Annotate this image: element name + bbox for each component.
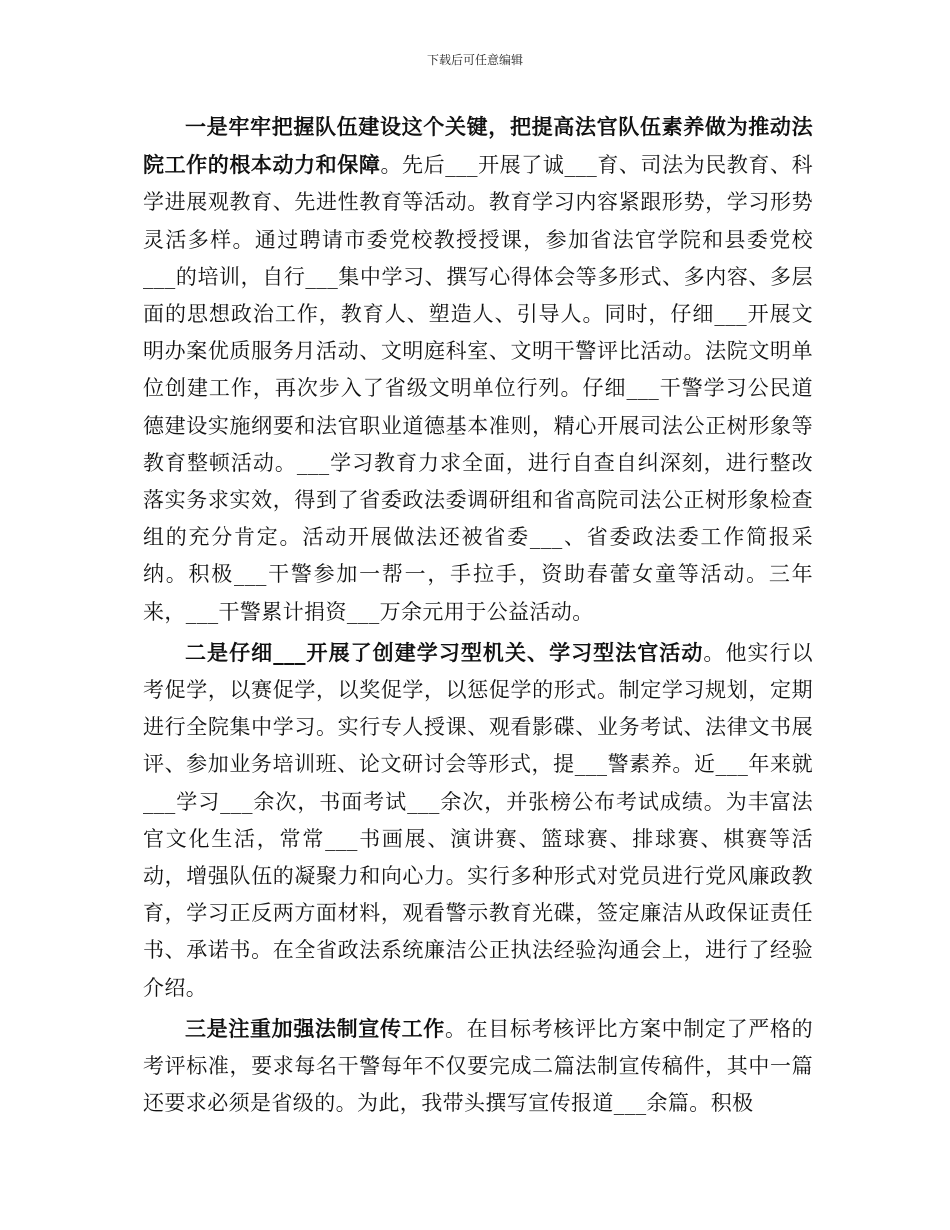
paragraph-lead: 二是仔细___开展了创建学习型机关、学习型法官活动 <box>185 639 704 665</box>
paragraph-team-building <box>143 108 813 631</box>
document-body <box>143 108 813 1122</box>
paragraph-text: 。在目标考核评比方案中制定了严格的考评标准，要求每名干警每年不仅要完成二篇法制宣传稿件，其中一篇还要求必须是省级的。为此，我带头撰写宣传报道___余篇。积极 <box>143 1016 813 1116</box>
paragraph-legal-publicity <box>143 1010 813 1123</box>
paragraph-lead: 一是牢牢把握队伍建设这个关键，把提高法官队伍素养做为推动法院工作的根本动力和保障 <box>143 114 813 178</box>
header-note: 下载后可任意编辑 <box>426 53 523 67</box>
paragraph-text: 。先后___开展了诚___育、司法为民教育、科学进展观教育、先进性教育等活动。教育学习内容紧跟形势，学习形势灵活多样。通过聘请市委党校教授授课，参加省法官学院和县委党校___的培训，自行___集中学习、撰写心得体会等多形式、多内容、多层面的思想政治工作，教育人、塑造人、引导人。同时，仔细___开展文明办案优质服务月活动、文明庭科室、文明干警评比活动。法院文明单位创建工作，再次步入了省级文明单位行列。仔细___干警学习公民道德建设实施纲要和法官职业道德基本准则，精心开展司法公正树形象等教育整顿活动。___学习教育力求全面，进行自查自纠深刻，进行整改落实务求实效，得到了省委政法委调研组和省高院司法公正树形象检查组的充分肯定。活动开展做法还被省委___、省委政法委工作简报采纳。积极___干警参加一帮一，手拉手，资助春蕾女童等活动。三年来，___干警累计捐资___万余元用于公益活动。 <box>143 153 813 624</box>
paragraph-text: 。他实行以考促学，以赛促学，以奖促学，以惩促学的形式。制定学习规划，定期进行全院集中学习。实行专人授课、观看影碟、业务考试、法律文书展评、参加业务培训班、论文研讨会等形式，提___警素养。近___年来就___学习___余次，书面考试___余次，并张榜公布考试成绩。为丰富法官文化生活，常常___书画展、演讲赛、篮球赛、排球赛、棋赛等活动，增强队伍的凝聚力和向心力。实行多种形式对党员进行党风廉政教育，学习正反两方面材料，观看警示教育光碟，签定廉洁从政保证责任书、承诺书。在全省政法系统廉洁公正执法经验沟通会上，进行了经验介绍。 <box>143 640 813 1000</box>
paragraph-learning-activities <box>143 634 813 1007</box>
paragraph-lead: 三是注重加强法制宣传工作 <box>185 1015 445 1041</box>
